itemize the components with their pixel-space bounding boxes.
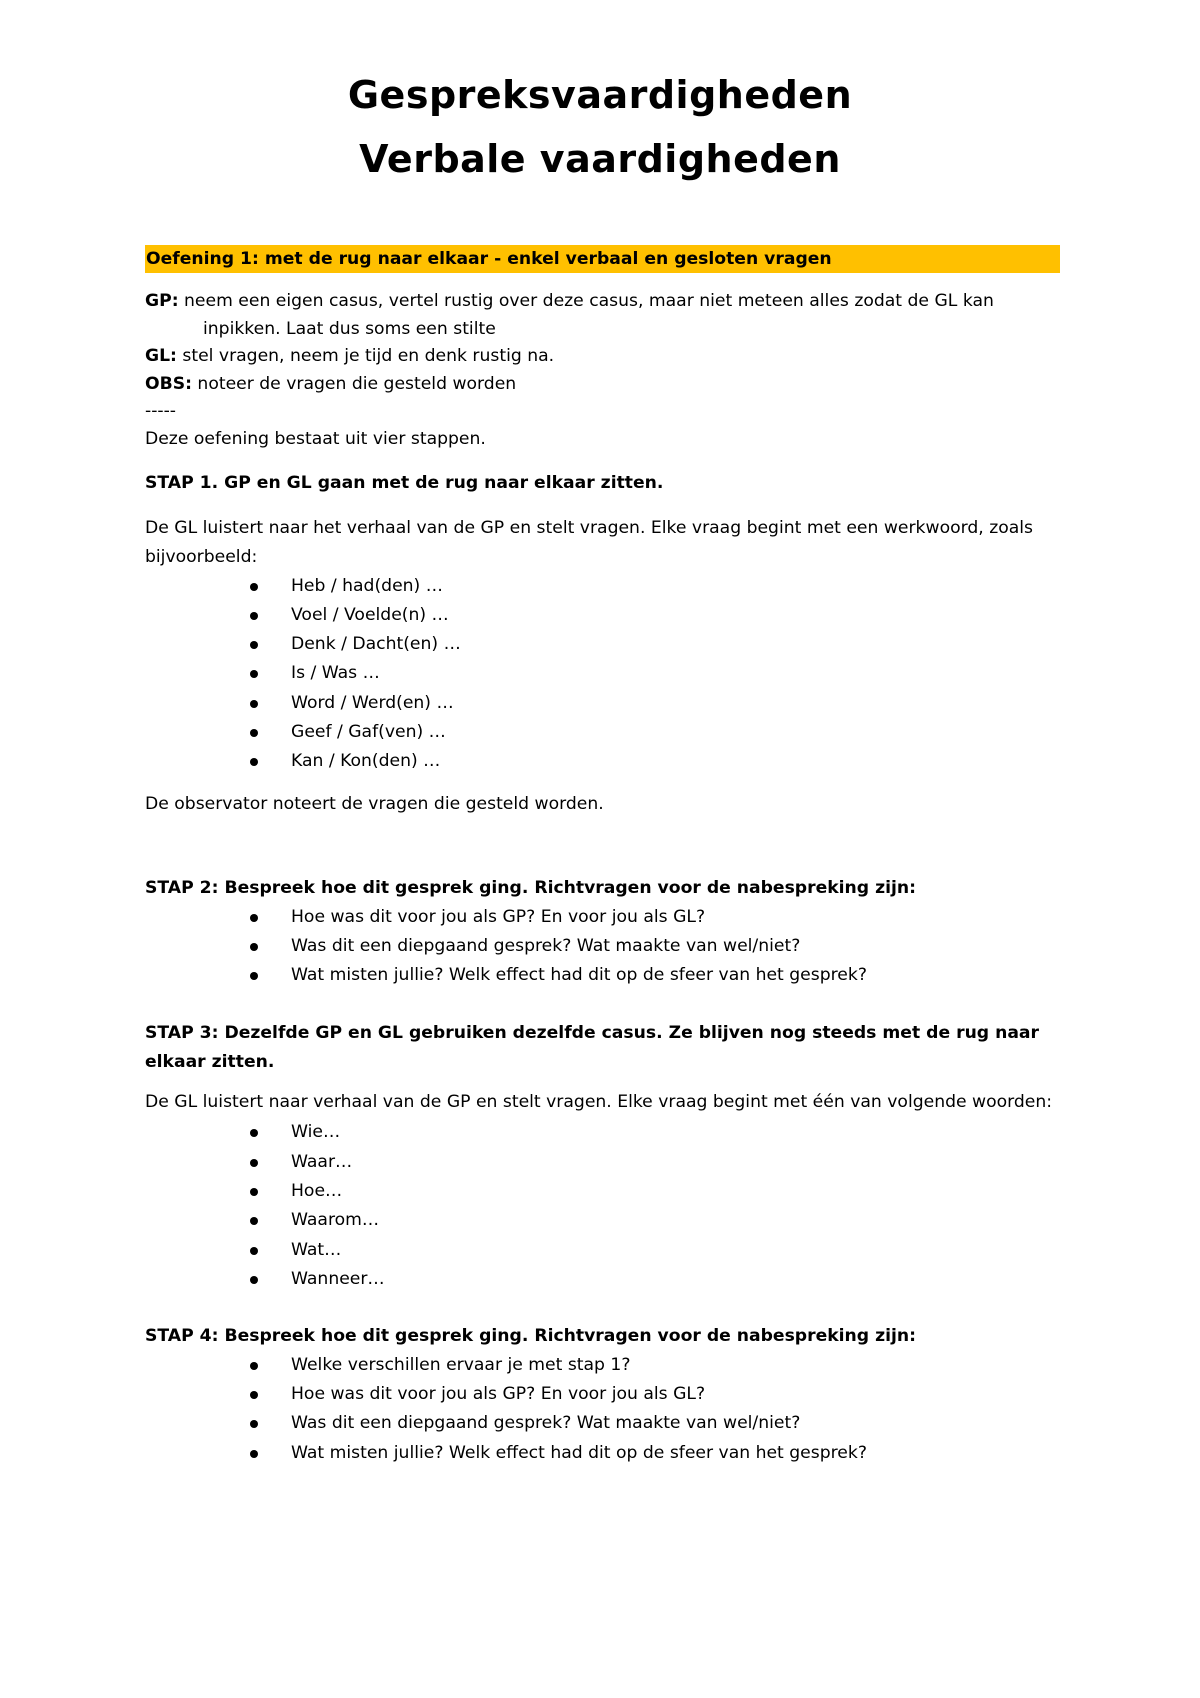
role-gl-text: stel vragen, neem je tijd en denk rustig na. <box>176 346 555 366</box>
bullet-icon <box>250 972 258 980</box>
stap1-bullet-item <box>145 572 1060 601</box>
separator: ----- <box>145 401 177 421</box>
role-gp-label: GP: <box>145 291 179 311</box>
stap2-list <box>145 903 1060 991</box>
bullet-icon <box>250 1362 258 1370</box>
stap1-bullet-text: Voel / Voelde(n) … <box>291 604 449 625</box>
intro-text: Deze oefening bestaat uit vier stappen. <box>145 428 486 449</box>
bullet-icon <box>250 943 258 951</box>
stap1-bullet-text: Kan / Kon(den) … <box>291 751 441 772</box>
bullet-icon <box>250 1159 258 1167</box>
stap3-bullet-item <box>145 1177 1060 1206</box>
stap1-bullet-item <box>145 659 1060 688</box>
stap3-bullet-item <box>145 1118 1060 1147</box>
stap3-bullet-item <box>145 1206 1060 1235</box>
stap1-bullet-text: Heb / had(den) … <box>291 575 443 596</box>
document-body <box>145 245 1060 1468</box>
stap1-text: De GL luistert naar het verhaal van de GP en stelt vragen. Elke vraag begint met een werkwoord, zoals bijvoorbeeld: <box>145 517 1034 567</box>
stap1-bullet-text: Denk / Dacht(en) … <box>291 634 461 655</box>
role-gl-label: GL: <box>145 346 177 366</box>
stap2-bullet-text: Wat misten jullie? Welk effect had dit op de sfeer van het gesprek? <box>291 965 867 986</box>
stap3-bullet-text: Wanneer… <box>291 1268 385 1289</box>
bullet-icon <box>250 670 258 678</box>
role-gp-continued: inpikken. Laat dus soms een stilte <box>203 318 496 339</box>
stap3-bullet-item <box>145 1148 1060 1177</box>
stap3-heading-text: STAP 3: Dezelfde GP en GL gebruiken dezelfde casus. Ze blijven nog steeds met de rug naar elkaar zitten. <box>145 1023 1040 1073</box>
stap4-bullet-text: Was dit een diepgaand gesprek? Wat maakte van wel/niet? <box>291 1413 801 1434</box>
stap3-bullet-text: Waarom… <box>291 1210 380 1231</box>
stap4-bullet-item <box>145 1409 1060 1438</box>
stap4-heading <box>145 1323 1060 1351</box>
bullet-icon <box>250 612 258 620</box>
document-title: Gespreksvaardigheden <box>347 73 853 117</box>
stap4-bullet-text: Hoe was dit voor jou als GP? En voor jou als GL? <box>291 1384 706 1405</box>
stap1-bullet-text: Word / Werd(en) … <box>291 692 454 713</box>
role-obs-text: noteer de vragen die gesteld worden <box>191 373 517 394</box>
stap3-list <box>145 1118 1060 1294</box>
bullet-icon <box>250 641 258 649</box>
document-subtitle: Verbale vaardigheden <box>359 137 841 181</box>
bullet-icon <box>250 1391 258 1399</box>
bullet-icon <box>250 1217 258 1225</box>
stap2-bullet-item <box>145 961 1060 990</box>
stap1-bullet-item <box>145 689 1060 718</box>
bullet-icon <box>250 1188 258 1196</box>
role-gp-text: neem een eigen casus, vertel rustig over deze casus, maar niet meteen alles zodat de GL kan <box>178 291 994 311</box>
stap3-bullet-text: Wie… <box>291 1122 341 1143</box>
stap3-bullet-item <box>145 1236 1060 1265</box>
stap2-bullet-text: Hoe was dit voor jou als GP? En voor jou als GL? <box>291 906 706 927</box>
bullet-icon <box>250 758 258 766</box>
stap4-bullet-text: Welke verschillen ervaar je met stap 1? <box>291 1354 631 1375</box>
bullet-icon <box>250 1450 258 1458</box>
role-gl <box>145 343 1060 371</box>
stap3-bullet-item <box>145 1265 1060 1294</box>
stap1-heading-text: STAP 1. GP en GL gaan met de rug naar elkaar zitten. <box>145 473 664 493</box>
stap1-bullet-text: Geef / Gaf(ven) … <box>291 721 446 742</box>
stap1-bullet-text: Is / Was … <box>291 663 380 684</box>
stap1-heading <box>145 470 1060 498</box>
stap1-list <box>145 572 1060 777</box>
stap2-bullet-item <box>145 932 1060 961</box>
stap2-heading-text: STAP 2: Bespreek hoe dit gesprek ging. Richtvragen voor de nabespreking zijn: <box>145 878 916 899</box>
exercise-heading: Oefening 1: met de rug naar elkaar - enkel verbaal en gesloten vragen <box>145 245 1060 273</box>
role-obs-label: OBS: <box>145 373 192 394</box>
role-gp <box>145 288 1060 316</box>
bullet-icon <box>250 583 258 591</box>
stap1-bullet-item <box>145 718 1060 747</box>
stap1-bullet-item <box>145 630 1060 659</box>
bullet-icon <box>250 1276 258 1284</box>
bullet-icon <box>250 914 258 922</box>
stap4-heading-text: STAP 4: Bespreek hoe dit gesprek ging. Richtvragen voor de nabespreking zijn: <box>145 1326 916 1347</box>
role-obs <box>145 371 1060 399</box>
bullet-icon <box>250 1247 258 1255</box>
stap4-bullet-text: Wat misten jullie? Welk effect had dit op de sfeer van het gesprek? <box>291 1442 867 1463</box>
bullet-icon <box>250 729 258 737</box>
stap1-after: De observator noteert de vragen die gesteld worden. <box>145 793 604 814</box>
stap2-heading <box>145 875 1060 903</box>
stap4-list <box>145 1351 1060 1468</box>
stap3-text: De GL luistert naar verhaal van de GP en stelt vragen. Elke vraag begint met één van volgende woorden: <box>145 1092 1053 1113</box>
stap3-heading <box>145 1019 1060 1077</box>
bullet-icon <box>250 1129 258 1137</box>
bullet-icon <box>250 700 258 708</box>
stap3-bullet-text: Waar… <box>291 1151 353 1172</box>
stap4-bullet-item <box>145 1380 1060 1409</box>
stap1-bullet-item <box>145 601 1060 630</box>
stap4-bullet-item <box>145 1439 1060 1468</box>
stap3-bullet-text: Wat… <box>291 1239 342 1260</box>
stap2-bullet-item <box>145 903 1060 932</box>
stap3-bullet-text: Hoe… <box>291 1181 343 1202</box>
stap4-bullet-item <box>145 1351 1060 1380</box>
stap2-bullet-text: Was dit een diepgaand gesprek? Wat maakte van wel/niet? <box>291 935 801 956</box>
bullet-icon <box>250 1420 258 1428</box>
stap1-bullet-item <box>145 747 1060 776</box>
